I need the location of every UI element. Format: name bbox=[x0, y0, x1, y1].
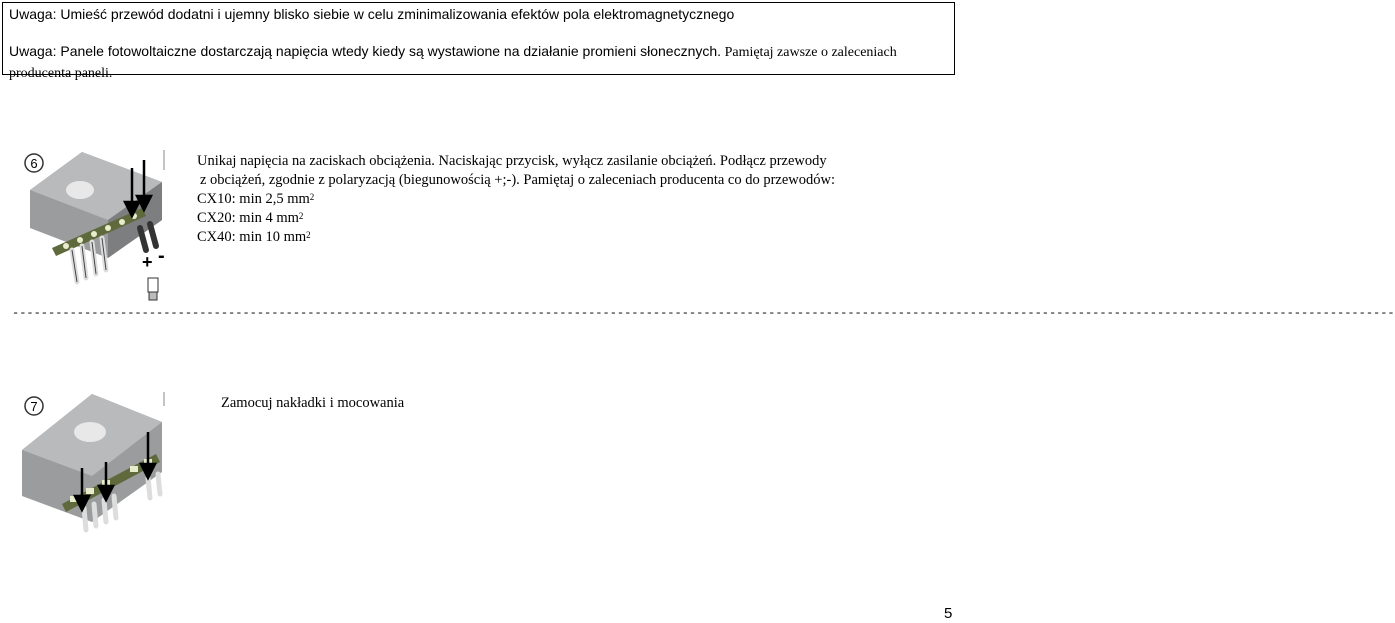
separator-line: ------------------------------------------------------------------------------------------------------------------------------------------------------------------------------------------------ bbox=[12, 306, 1395, 320]
step7-text: Zamocuj nakładki i mocowania bbox=[221, 395, 405, 411]
step6-number: 6 bbox=[30, 156, 38, 171]
load-wires bbox=[140, 224, 156, 250]
step6-line-1: Unikaj napięcia na zaciskach obciążenia. Naciskając przycisk, wyłącz zasilanie obciążeń. Podłącz przewody bbox=[197, 153, 827, 169]
step7-number: 7 bbox=[30, 399, 38, 414]
step6-text bbox=[197, 152, 937, 247]
controller-window bbox=[74, 422, 106, 442]
notice-note-1: Uwaga: Umieść przewód dodatni i ujemny blisko siebie w celu zminimalizowania efektów pola elektromagnetycznego bbox=[9, 6, 735, 22]
cx20-spec: CX20: min 4 $mm^2$ bbox=[197, 210, 304, 226]
plus-sign: + bbox=[142, 252, 153, 272]
bulb-icon bbox=[148, 278, 158, 300]
notice-note-2 bbox=[9, 41, 939, 84]
step7-illustration bbox=[22, 392, 168, 537]
step6-line-2: z obciążeń, zgodnie z polaryzacją (biegunowością +;-). Pamiętaj o zaleceniach producenta co do przewodów: bbox=[200, 172, 836, 188]
controller-window bbox=[66, 181, 94, 199]
cx40-spec: CX40: min 10 $mm^2$ bbox=[197, 229, 311, 245]
cx10-spec: CX10: min 2,5 $mm^2$ bbox=[197, 191, 315, 207]
minus-sign: - bbox=[158, 245, 165, 267]
step6-illustration bbox=[22, 150, 168, 308]
notice-note-2-suffix: Pamiętaj zawsze o zaleceniach producenta paneli. bbox=[9, 45, 897, 81]
notice-note-2-prefix: Uwaga: Panele fotowoltaiczne dostarczają napięcia wtedy kiedy są wystawione na działanie promieni słonecznych. bbox=[9, 43, 722, 59]
page-number: 5 bbox=[944, 605, 953, 622]
